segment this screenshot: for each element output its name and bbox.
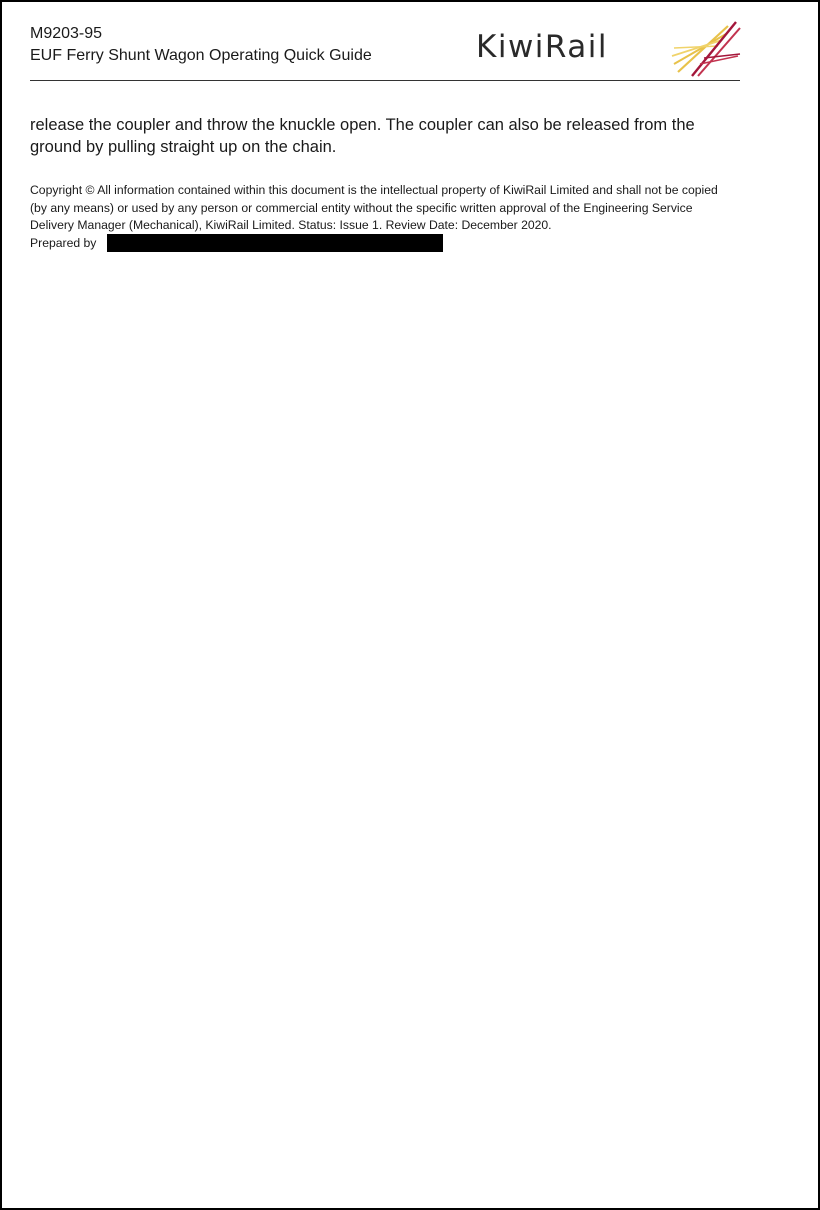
document-title: EUF Ferry Shunt Wagon Operating Quick Guide	[30, 47, 372, 64]
copyright-notice: Copyright © All information contained within this document is the intellectual property of KiwiRail Limited and shall not be copied (by any means) or used by any person or commercial entity without the specific written approval of the Engineering Service Delivery Manager (Mechanical), KiwiRail Limited. Status: Issue 1. Review Date: December 2020.	[30, 183, 718, 233]
logo-wordmark: KiwiRail	[476, 29, 608, 65]
header-divider	[30, 80, 740, 81]
page-header	[30, 24, 740, 82]
body-paragraph: release the coupler and throw the knuckle open. The coupler can also be released from the ground by pulling straight up on the chain.	[30, 116, 695, 156]
kiwirail-logo	[474, 20, 742, 80]
kiwirail-rail-lines-logo-icon	[670, 20, 742, 78]
prepared-by-label: Prepared by	[30, 236, 97, 250]
redaction-bar	[107, 234, 443, 252]
document-code: M9203-95	[30, 25, 103, 42]
